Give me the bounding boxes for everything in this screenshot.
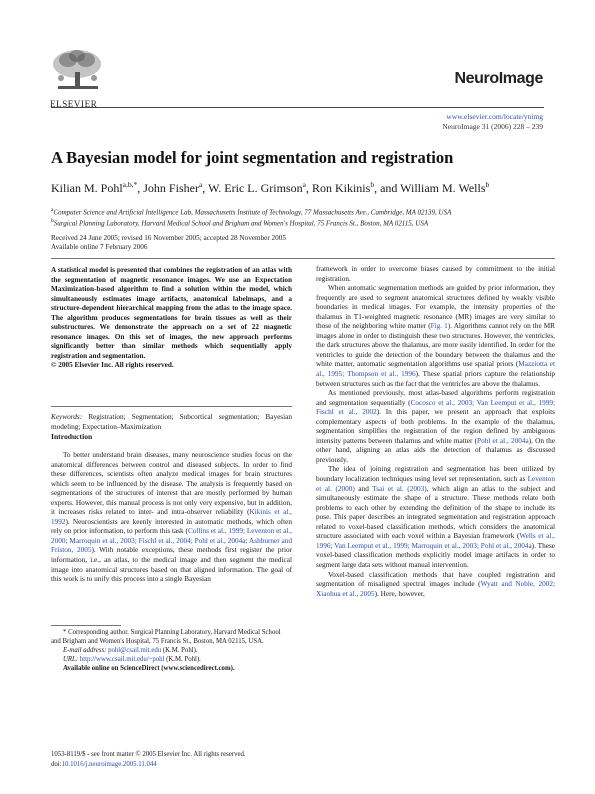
paragraph-text: Voxel-based classification methods that have coupled registration and segmentation of misaligned spectral images include ( [316,570,555,589]
affiliation-b-marker: b [51,218,54,224]
section-heading-introduction: Introduction [51,432,93,441]
paragraph-text: , which align an atlas to the subject and simultaneously estimate the shape of a structure. These methods relate both problems to each other by extending the definition of the shape to include its pose. This paper describes an integrated segmentation and registration approach related to voxel-based classification methods, which considers the anatomical structure associated with each voxel within a Bayesian framework ( [316,484,555,541]
footnote-email-suffix: (K.M. Pohl). [161,646,198,654]
author-affiliation-marker: b [370,180,375,189]
paragraph [316,389,555,465]
paragraph-text: The idea of joining registration and segmentation has been utilized by boundary localization techniques using level set representation, such as [316,465,555,484]
footnote-url-link[interactable]: http://www.csail.mit.edu/~pohl [79,655,165,663]
affiliation-a-text: Computer Science and Artificial Intelligence Lab, Massachusetts Institute of Technology, 77 Massachusetts Ave., Cambridge, MA 02139, USA [53,208,452,217]
citation-link[interactable]: Wyatt and Noble, 2002; Xiaohua et al., 2005 [316,580,556,598]
paragraph-text: ). In this paper, we present an approach that exploits complementary aspects of both problems. In the example of the thalamus, segmentation simplifies the registration of the region defined by ambiguous intensity patterns between thalamus and white matter ( [316,408,555,445]
paragraph-text: ). These spatial priors capture the relationship between structures such as the fact that the ventricles are above the thalamus. [316,370,555,388]
paragraph [316,284,555,389]
paragraph [51,451,292,585]
footnote-url-label: URL: [63,655,79,663]
author-separator: , [137,181,144,195]
doi-label: doi: [51,761,62,768]
citation-link[interactable]: Pohl et al., 2004a [477,436,529,445]
abstract-rule [51,406,292,407]
received-dates: Received 24 June 2005; revised 16 November 2005; accepted 28 November 2005 [51,234,286,242]
issn-line: 1053-8119/$ - see front matter © 2005 Elsevier Inc. All rights reserved. [51,751,246,758]
doi-link[interactable]: 10.1016/j.neuroimage.2005.11.044 [61,761,157,768]
paragraph [316,265,555,284]
citation-link[interactable]: Leventon et al. (2000) [316,475,555,493]
author-name: John Fisher [143,181,199,195]
citation-link[interactable]: Cocosco et al., 2003; Van Leemput et al., 1999; Fischl et al., 2002 [316,398,555,417]
citation-link[interactable]: Collins et al., 1999; Leventon et al., 2000; Marroquin et al., 2003; Fischl et al., 2004; Pohl et al., 2004a; Ashburner and Friston, 2005 [51,527,292,555]
paragraph-text: As mentioned previously, most atlas-based algorithms perform registration and segmentation sequentially ( [316,389,555,407]
paragraph-text: framework in order to overcome biases caused by commitment to the initial registration. [316,265,555,283]
publisher-name: ELSEVIER [50,99,98,109]
citation-link[interactable]: Tsai et al. (2003) [372,484,427,493]
author-affiliation-marker: b [485,180,490,189]
citation-link[interactable]: Kikinis et al., 1992 [51,508,292,526]
keywords-text: Registration; Segmentation; Subcortical segmentation; Bayesian modeling; Expectation–Maximization [51,413,292,431]
keywords-label: Keywords: [51,413,83,421]
author-name: Kilian M. Pohl [51,181,123,195]
abstract [51,266,292,371]
abstract-text: A statistical model is presented that combines the registration of an atlas with the segmentation of magnetic resonance images. We use an Expectation Maximization-based algorithm to find a solution within the model, which simultaneously estimates image artifacts, anatomical labelmaps, and a structure-dependent hierarchical mapping from the atlas to the image space. The algorithm produces segmentations for brain tissues as well as their substructures. We demonstrate the approach on a set of 22 magnetic resonance images. On this set of images, the new approach performs significantly better than similar methods which sequentially apply registration and segmentation. [51,266,292,360]
introduction-body-continued [316,265,555,599]
keywords [51,413,292,432]
paragraph-text: and [354,484,373,493]
citation-link[interactable]: Mazziotta et al., 1995; Thompson et al., 1996 [316,360,555,379]
online-date: Available online 7 February 2006 [51,243,148,251]
author-separator: , [202,181,209,195]
footnote [51,629,292,674]
author-separator: , [305,181,312,195]
journal-url-link[interactable]: www.elsevier.com/locate/ynimg [446,112,543,121]
citation-link[interactable]: Wells et al., 1996; Van Leemput et al., 1999; Marroquin et al., 2003; Pohl et al., 2004a [316,532,555,550]
footnote-corresponding: * Corresponding author. Surgical Planning Laboratory, Harvard Medical School and Brigham and Women's Hospital, 75 Francis St., Boston, MA 02115, USA. [51,629,281,645]
header-rule [51,107,544,108]
affiliation-b [51,218,428,227]
affiliation-a-marker: a [51,207,54,213]
elsevier-logo [50,48,112,109]
paragraph-text: ). On the other hand, aligning an atlas aids the detection of thalamus as discussed previously. [316,436,555,464]
elsevier-tree-logo-icon [50,48,105,92]
author-affiliation-marker: a [198,180,203,189]
footnote-email-link[interactable]: pohl@csail.mit.edu [108,646,162,654]
paragraph-text: ). Neuroscientists are keenly interested in automatic methods, which often rely on prior information, to perform this task ( [51,517,292,536]
paragraph-text: ). Here, however, [374,589,425,598]
footnote-email-label: E-mail address: [63,646,107,654]
introduction-body [51,451,292,585]
author-name: Ron Kikinis [311,181,371,195]
paragraph-text: When automatic segmentation methods are guided by prior information, they frequently are used to segment anatomical structures defined by weakly visible boundaries in medical images. For example, the intensity properties of the thalamus in T1-weighted magnetic resonance (MR) images are very similar to those of the neighboring white matter ( [316,284,555,331]
journal-citation: NeuroImage 31 (2006) 228 – 239 [442,122,543,131]
author-affiliation-marker: a,b,* [122,180,138,189]
abstract-copyright: © 2005 Elsevier Inc. All rights reserved. [51,361,174,370]
paragraph [316,571,555,600]
author-affiliation-marker: a [302,180,306,189]
author-name: William M. Wells [400,181,486,195]
front-matter-info [51,750,246,770]
paragraph-text: To better understand brain diseases, many neuroscience studies focus on the anatomical differences between control and diseased subjects. In order to find these differences, scientists often analyze medical images for brain structures which seem to be influenced by the disease. The analysis is frequently based on segmentations of the structures of interest that are mostly performed by human experts. However, this manual process is not only very expensive, but in addition, it increases risks related to inter- and intra-observer reliability ( [51,451,292,517]
affiliation-b-text: Surgical Planning Laboratory, Harvard Medical School and Brigham and Women's Hospital, 75 Francis St., Boston, MA 02115, USA [53,219,429,228]
footnote-sciencedirect: Available online on ScienceDirect (www.sciencedirect.com). [63,664,235,672]
author-separator: , and [374,181,401,195]
footnote-url-suffix: (K.M. Pohl). [164,655,201,663]
paragraph-text: ). These voxel-based classification methods explicitly model image artifacts in order to segment large data sets without manual intervention. [316,541,555,569]
footnote-rule [51,625,121,626]
dates-rule [51,258,555,259]
article-title: A Bayesian model for joint segmentation and registration [51,148,454,167]
paragraph [316,465,555,570]
citation-link[interactable]: Fig. 1 [430,322,448,331]
paragraph-text: ). Algorithms cannot rely on the MR images alone in order to distinguish these two structures. However, the ventricles, the dark structures above the thalamus, are more easily identified. In order for the ventricles to guide the detection of the boundary between the thalamus and the white matter, automatic segmentation algorithms use spatial priors ( [316,322,556,369]
journal-name: NeuroImage [454,70,543,87]
author-name: W. Eric L. Grimson [208,181,303,195]
author-list [51,180,489,196]
paragraph-text: ). With notable exceptions, these methods first register the prior information, i.e., an atlas, to the medical image and then segment the medical image into anatomical structures based on that aligned information. The goal of this work is to unify this process into a single Bayesian [51,546,293,584]
affiliation-a [51,207,451,216]
